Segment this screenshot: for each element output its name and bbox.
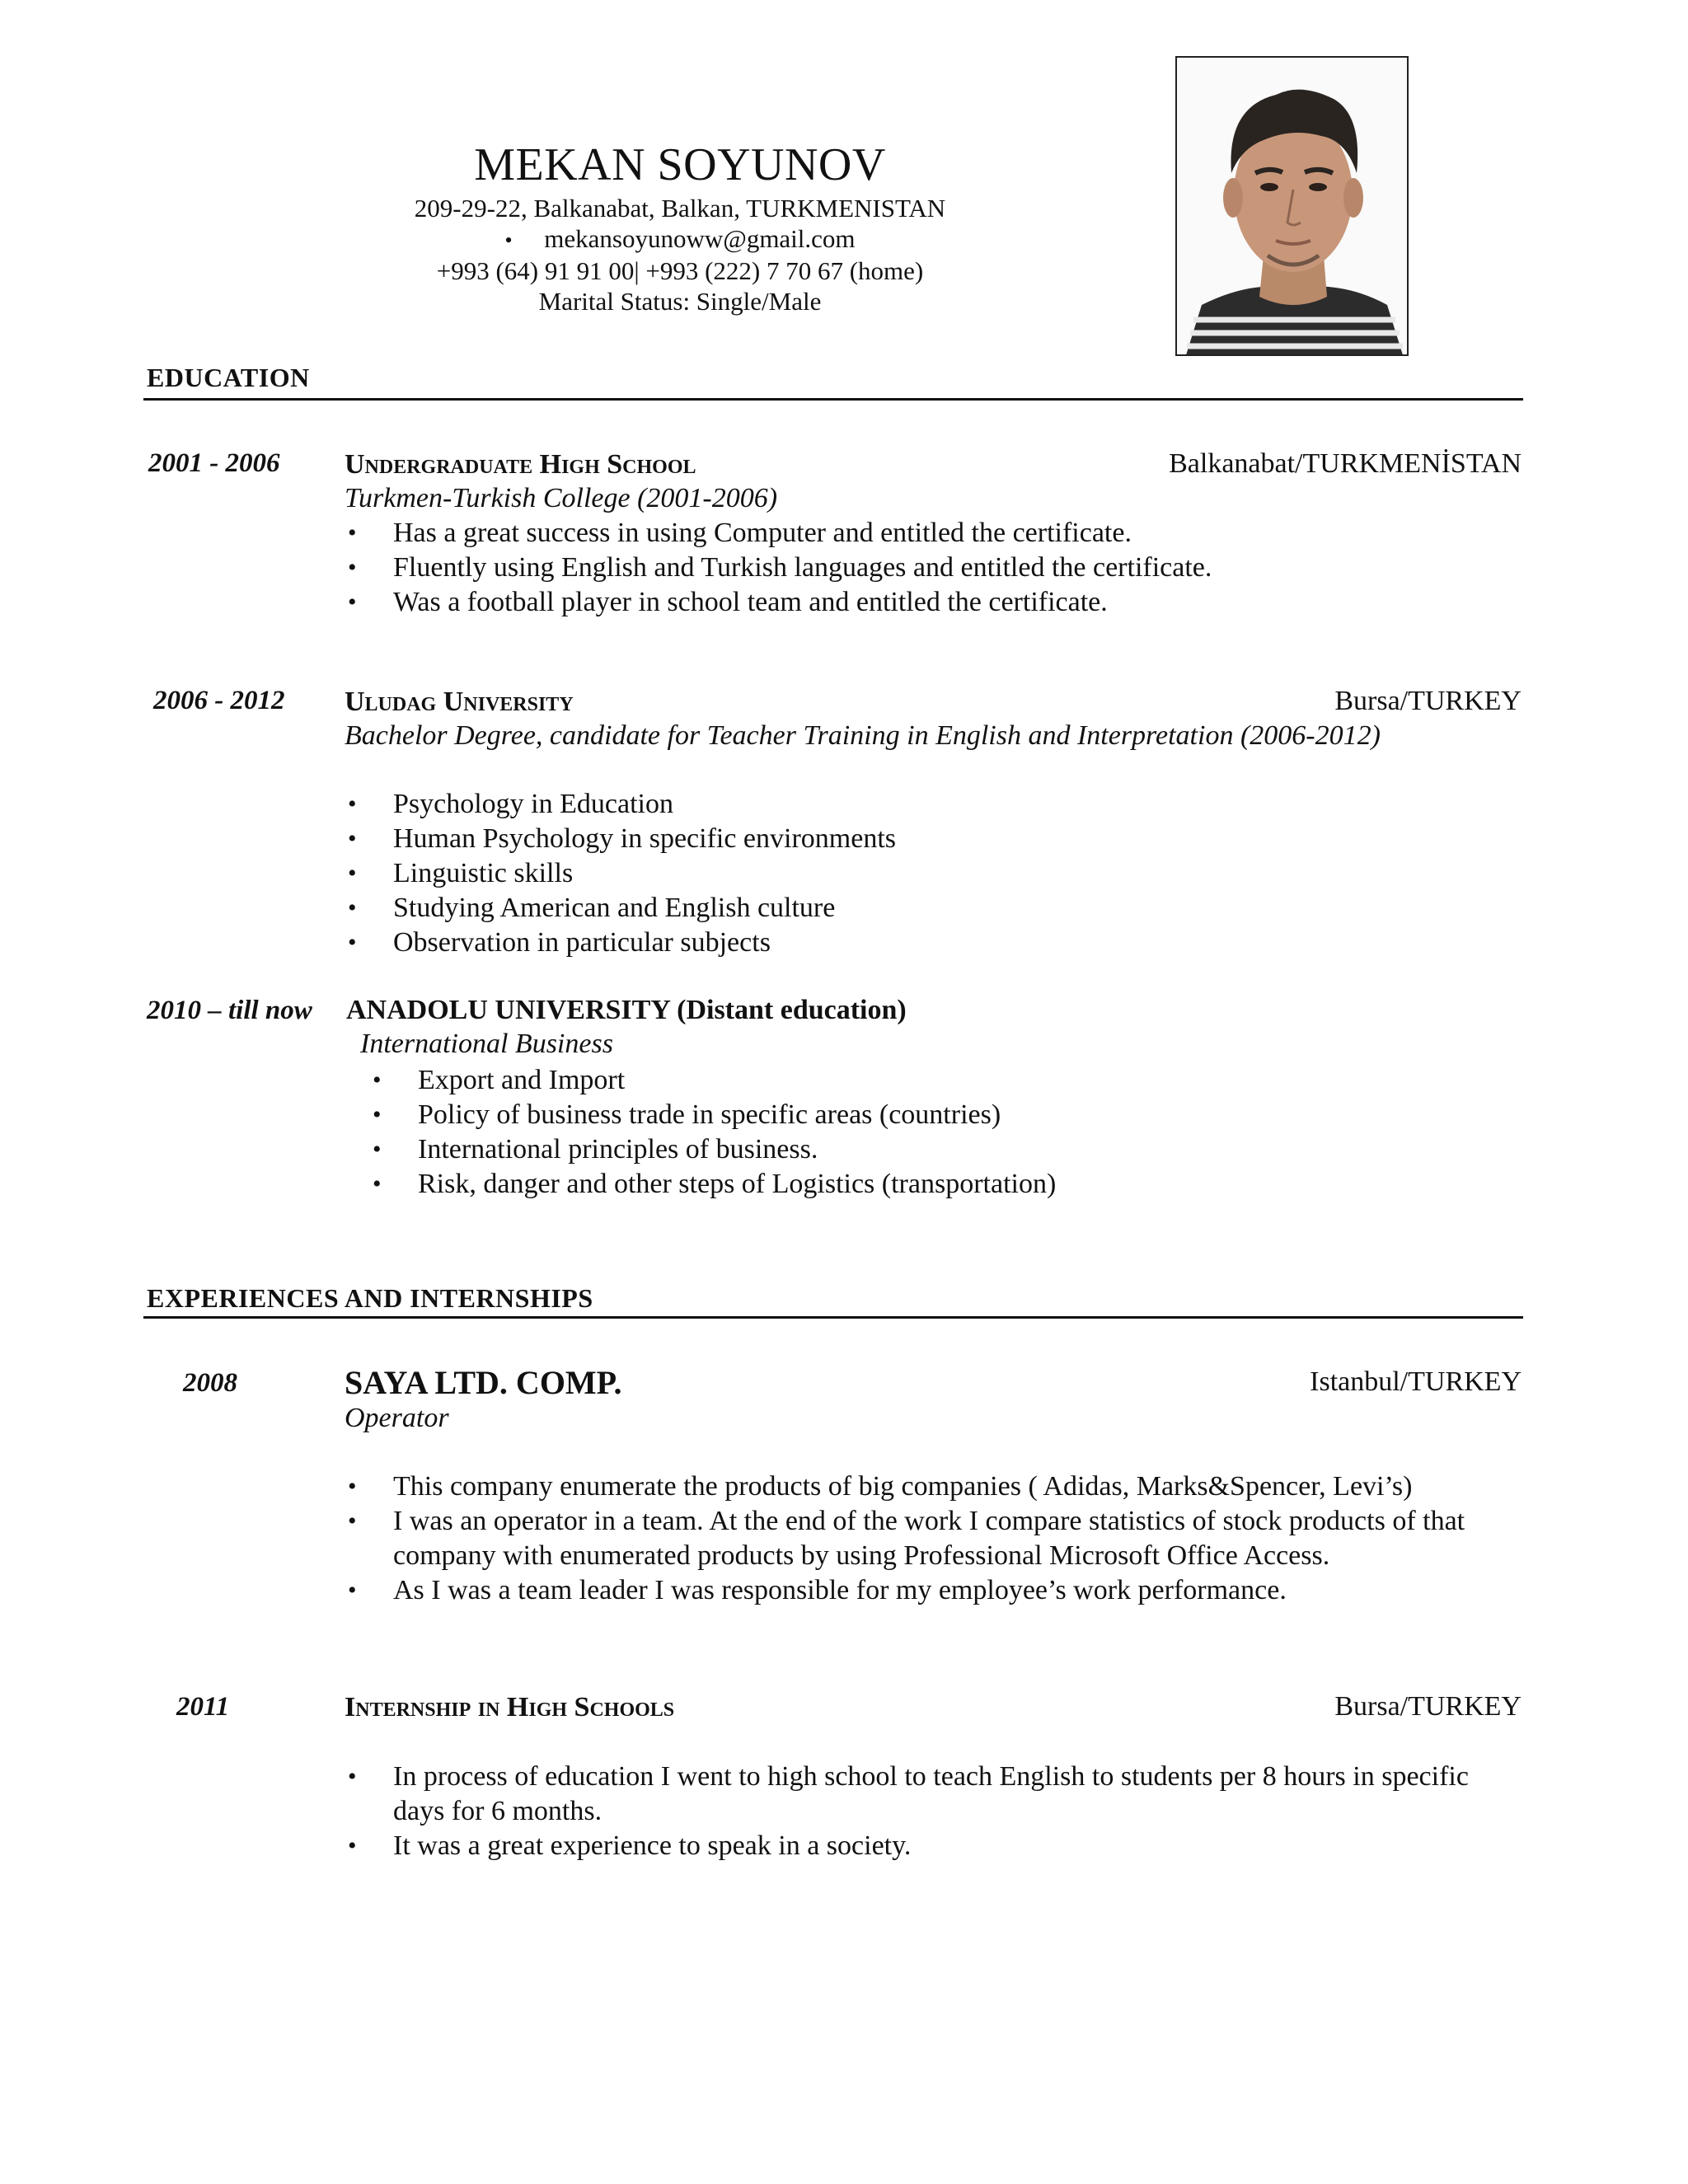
company-location: Bursa/TURKEY <box>1334 1691 1522 1722</box>
experience-bullets <box>345 1760 1523 1863</box>
list-item: • It was a great experience to speak in a society. <box>345 1829 1523 1863</box>
resume-header <box>313 137 1047 316</box>
list-item: • This company enumerate the products of big companies ( Adidas, Marks&Spencer, Levi’s) <box>345 1469 1523 1504</box>
list-item: • Studying American and English culture <box>345 891 1523 926</box>
address: 209-29-22, Balkanabat, Balkan, TURKMENISTAN <box>414 194 946 223</box>
list-item: • Policy of business trade in specific areas (countries) <box>369 1098 1523 1132</box>
list-item: • Human Psychology in specific environments <box>345 822 1523 856</box>
list-item: • Psychology in Education <box>345 787 1523 822</box>
school-location: Bursa/TURKEY <box>1334 686 1522 716</box>
marital-status: Marital Status: Single/Male <box>538 287 822 316</box>
school-subtitle: International Business <box>360 1029 613 1059</box>
section-divider <box>143 1316 1523 1319</box>
list-item: • Export and Import <box>369 1063 1523 1098</box>
full-name: MEKAN SOYUNOV <box>474 139 886 190</box>
education-years: 2006 - 2012 <box>153 686 285 715</box>
section-divider <box>143 398 1523 401</box>
list-item: • Has a great success in using Computer and entitled the certificate. <box>345 516 1523 551</box>
profile-photo <box>1175 56 1409 356</box>
list-item: • I was an operator in a team. At the end of the work I compare statistics of stock products of that company with enumerated products by using Professional Microsoft Office Access. <box>345 1504 1523 1573</box>
school-location: Balkanabat/TURKMENİSTAN <box>1169 448 1522 479</box>
education-years: 2010 – till now <box>147 996 312 1025</box>
list-item: • Fluently using English and Turkish languages and entitled the certificate. <box>345 551 1523 585</box>
education-bullets <box>345 787 1523 960</box>
bullet-icon: • <box>504 228 513 252</box>
phone: +993 (64) 91 91 00| +993 (222) 7 70 67 (home) <box>436 256 924 285</box>
company-location: Istanbul/TURKEY <box>1310 1366 1522 1397</box>
list-item: • In process of education I went to high school to teach English to students per 8 hours in specific days for 6 months. <box>345 1760 1523 1829</box>
education-bullets <box>369 1063 1523 1202</box>
list-item: • Linguistic skills <box>345 856 1523 891</box>
list-item: • International principles of business. <box>369 1132 1523 1167</box>
list-item: • Was a football player in school team and entitled the certificate. <box>345 585 1523 620</box>
company-name: SAYA LTD. COMP. <box>345 1364 622 1401</box>
list-item: • Observation in particular subjects <box>345 926 1523 960</box>
email-line <box>313 223 1047 255</box>
job-role: Operator <box>345 1403 449 1433</box>
school-name: ANADOLU UNIVERSITY (Distant education) <box>346 995 907 1025</box>
education-years: 2001 - 2006 <box>148 448 280 478</box>
list-item: • As I was a team leader I was responsible for my employee’s work performance. <box>345 1573 1523 1608</box>
list-item: • Risk, danger and other steps of Logistics (transportation) <box>369 1167 1523 1202</box>
school-name: Undergraduate High School <box>345 449 696 480</box>
portrait-image <box>1177 58 1409 356</box>
company-name: Internship in High Schools <box>345 1692 675 1722</box>
school-name: Uludag University <box>345 687 574 717</box>
experience-bullets <box>345 1469 1523 1608</box>
experience-title: EXPERIENCES AND INTERNSHIPS <box>147 1283 593 1313</box>
email[interactable]: mekansoyunoww@gmail.com <box>544 224 856 253</box>
education-title: EDUCATION <box>147 363 310 392</box>
experience-year: 2011 <box>176 1692 230 1722</box>
experience-year: 2008 <box>183 1368 237 1398</box>
school-subtitle: Bachelor Degree, candidate for Teacher Training in English and Interpretation (2006-2012) <box>345 720 1381 751</box>
education-bullets <box>345 516 1523 620</box>
school-subtitle: Turkmen-Turkish College (2001-2006) <box>345 483 778 513</box>
